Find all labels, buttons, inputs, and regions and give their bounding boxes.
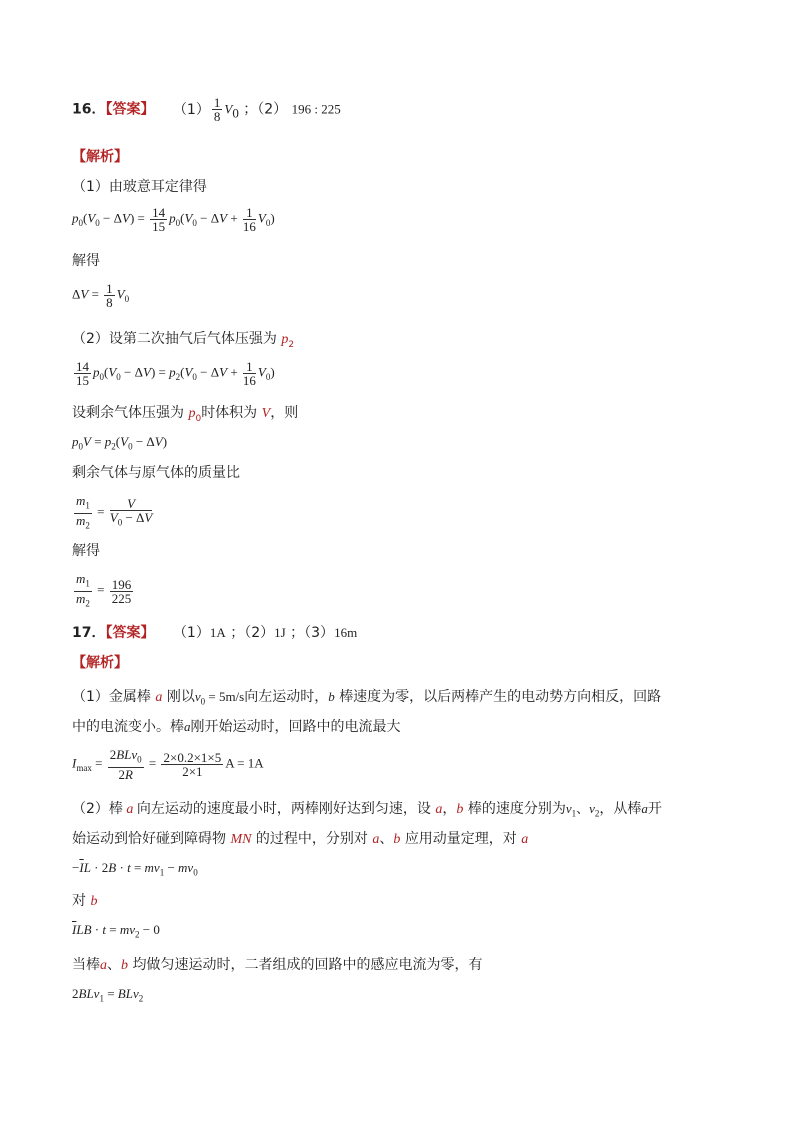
q16-analysis-label: 【解析】 xyxy=(72,149,128,165)
q17-emf-equation: 2BLv$_1$ = BLv$_2$ xyxy=(72,986,144,1004)
q17-ans3: 16m xyxy=(334,625,358,640)
q17-imax-equation: $I_{max}$ = $\frac{2BLv_0}{2R}$ = $\frac{2\times 0.2\times 1\times 5}{2\times 1}$ A = 1A xyxy=(72,747,264,782)
q17-analysis-label: 【解析】 xyxy=(72,655,128,671)
q16-result1: ΔV = $\frac{1}{8}$ $V_0$ xyxy=(72,281,130,310)
q16-equation1: $p_0(V_0 - \Delta V)$ = $\frac{14}{15}$ $p_0(V_0 - \Delta V$ + $\frac{1}{16}$ $V_0$) xyxy=(72,205,275,234)
q16-equation3: $p_0V = p_2(V_0 - \Delta V)$ xyxy=(72,434,168,452)
q16-equation4: $\frac{m_1}{m_2}$ = $\frac{V}{V_0 - \Delta V}$ xyxy=(76,493,153,531)
q17-number: 17． xyxy=(72,625,106,641)
q16-result2: $\frac{m_1}{m_2}$ = $\frac{196}{225}$ xyxy=(76,571,132,609)
q16-remain-text: 设剩余气体压强为 $p_0$时体积为 V，则 xyxy=(72,405,299,424)
q16-part2-answer: 196 : 225 xyxy=(291,101,341,117)
q16-solve2: 解得 xyxy=(72,543,100,559)
q16-answer-line: 16．【答案】 （1） $\frac{1}{8}$ $V_0$ ；（2） 196 : 225 xyxy=(72,95,341,124)
q17-p1-line1: （1）金属棒 a 刚以$v_0 = 5m/s$向左运动时，b 棒速度为零，以后两棒产生的电动势方向相反，回路 xyxy=(72,689,662,707)
q16-part1-answer: $\frac{1}{8}$ xyxy=(213,95,221,124)
q17-momentum-a: $-\overline{I}L \cdot 2B \cdot t = mv_1 - mv_0$ xyxy=(72,860,198,878)
q16-number: 16． xyxy=(72,101,106,118)
q17-uniform-text: 当棒a、b 均做匀速运动时，二者组成的回路中的感应电流为零，有 xyxy=(72,957,483,973)
q17-p2-line1: （2）棒 a 向左运动的速度最小时，两棒刚好达到匀速，设 a，b 棒的速度分别为$v_1$、$v_2$，从棒a开 xyxy=(72,801,662,819)
q17-momentum-b: $\overline{I}LB \cdot t = mv_2 - 0$ xyxy=(72,922,160,940)
q17-p1-line2: 中的电流变小。棒a刚开始运动时，回路中的电流最大 xyxy=(72,719,401,735)
q16-equation2: $\frac{14}{15}$ $p_0(V_0 - \Delta V) = p_2(V_0 - \Delta V$ + $\frac{1}{16}$ $V_0$) xyxy=(76,359,275,388)
q16-part1: （1） xyxy=(172,101,210,118)
q16-solve1: 解得 xyxy=(72,253,100,269)
q16-step1-text: （1）由玻意耳定律得 xyxy=(72,179,207,195)
q17-answer-line: 17．【答案】 （1）1A ；（2）1J ；（3）16m xyxy=(72,625,358,641)
q16-answer-label: 【答案】 xyxy=(105,101,155,118)
q17-p2-line2: 始运动到恰好碰到障碍物 MN 的过程中，分别对 a、b 应用动量定理，对 a xyxy=(72,831,529,847)
q16-ratio-text: 剩余气体与原气体的质量比 xyxy=(72,465,240,481)
q17-ans2: 1J xyxy=(274,625,286,640)
q17-ans1: 1A xyxy=(209,625,226,640)
q16-step2-text: （2）设第二次抽气后气体压强为 $p_2$ xyxy=(72,331,295,350)
q17-dui-b: 对 b xyxy=(72,893,98,909)
q17-answer-label: 【答案】 xyxy=(105,625,155,641)
